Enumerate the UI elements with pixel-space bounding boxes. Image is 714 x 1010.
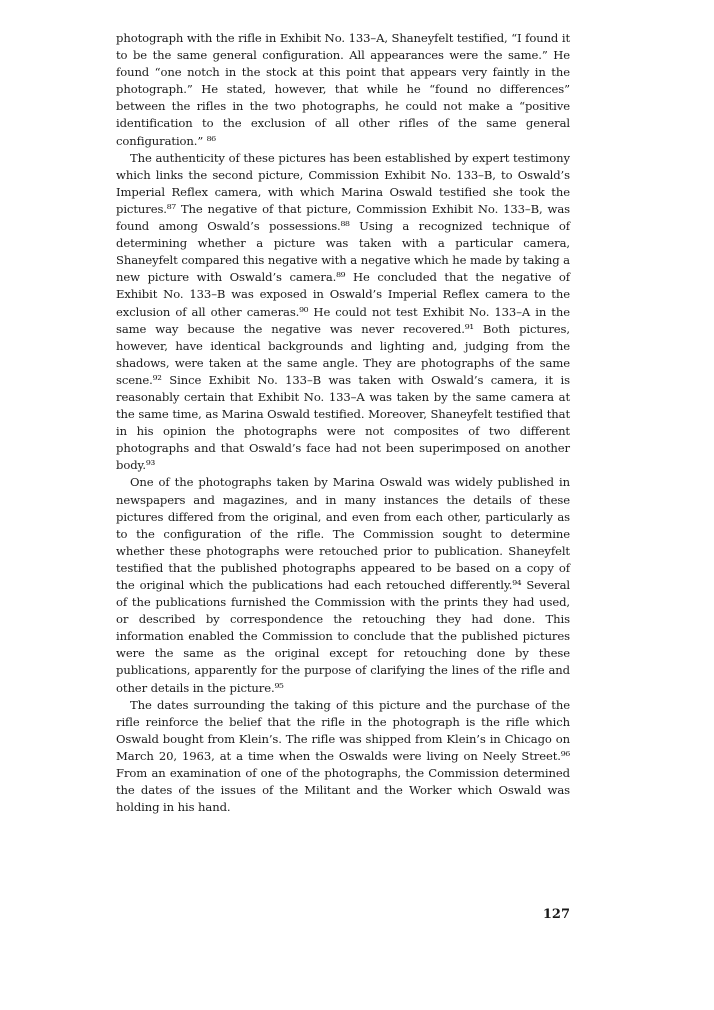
document-body <box>116 30 570 816</box>
paragraph-3: One of the photographs taken by Marina Oswald was widely published in newspapers and magazines, and in many instances the details of these pictures differed from the original, and even from each other, particularly as to the configuration of the rifle. The Commission sought to determine whether these photographs were retouched prior to publication. Shaneyfelt testified that the published photographs appeared to be based on a copy of the original which the publications had each retouched differently.⁹⁴ Several of the publications furnished the Commission with the prints they had used, or described by correspondence the retouching they had done. This information enabled the Commission to conclude that the published pictures were the same as the original except for retouching done by these publications, apparently for the purpose of clarifying the lines of the rifle and other details in the picture.⁹⁵ <box>116 475 570 695</box>
paragraph-4: The dates surrounding the taking of this picture and the purchase of the rifle reinforce the belief that the rifle in the photograph is the rifle which Oswald bought from Klein’s. The rifle was shipped from Klein’s in Chicago on March 20, 1963, at a time when the Oswalds were living on Neely Street.⁹⁶ From an examination of one of the photographs, the Commission determined the dates of the issues of the Militant and the Worker which Oswald was holding in his hand. <box>116 697 570 815</box>
paragraph-1: photograph with the rifle in Exhibit No. 133–A, Shaneyfelt testified, “I found it to be the same general configuration. All appearances were the same.” He found “one notch in the stock at this point that appears very faintly in the photograph.” He stated, however, that while he “found no differences” between the rifles in the two photographs, he could not make a “positive identification to the exclusion of all other rifles of the same general configuration.” ⁸⁶ <box>116 31 571 148</box>
page-number: 127 <box>542 907 570 922</box>
paragraph-2: The authenticity of these pictures has been established by expert testimony which links the second picture, Commission Exhibit No. 133–B, to Oswald’s Imperial Reflex camera, with which Marina Oswald testified she took the pictures.⁸⁷ The negative of that picture, Commission Exhibit No. 133–B, was found among Oswald’s possessions.⁸⁸ Using a recognized technique of determining whether a picture was taken with a particular camera, Shaneyfelt compared this negative with a negative which he made by taking a new picture with Oswald’s camera.⁸⁹ He concluded that the negative of Exhibit No. 133–B was exposed in Oswald’s Imperial Reflex camera to the exclusion of all other cameras.⁹⁰ He could not test Exhibit No. 133–A in the same way because the negative was never recovered.⁹¹ Both pictures, however, have identical backgrounds and lighting and, judging from the shadows, were taken at the same angle. They are photographs of the same scene.⁹² Since Exhibit No. 133–B was taken with Oswald’s camera, it is reasonably certain that Exhibit No. 133–A was taken by the same camera at the same time, as Marina Oswald testified. Moreover, Shaneyfelt testified that in his opinion the photographs were not composites of two different photographs and that Oswald’s face had not been superimposed on another body.⁹³ <box>116 150 570 473</box>
